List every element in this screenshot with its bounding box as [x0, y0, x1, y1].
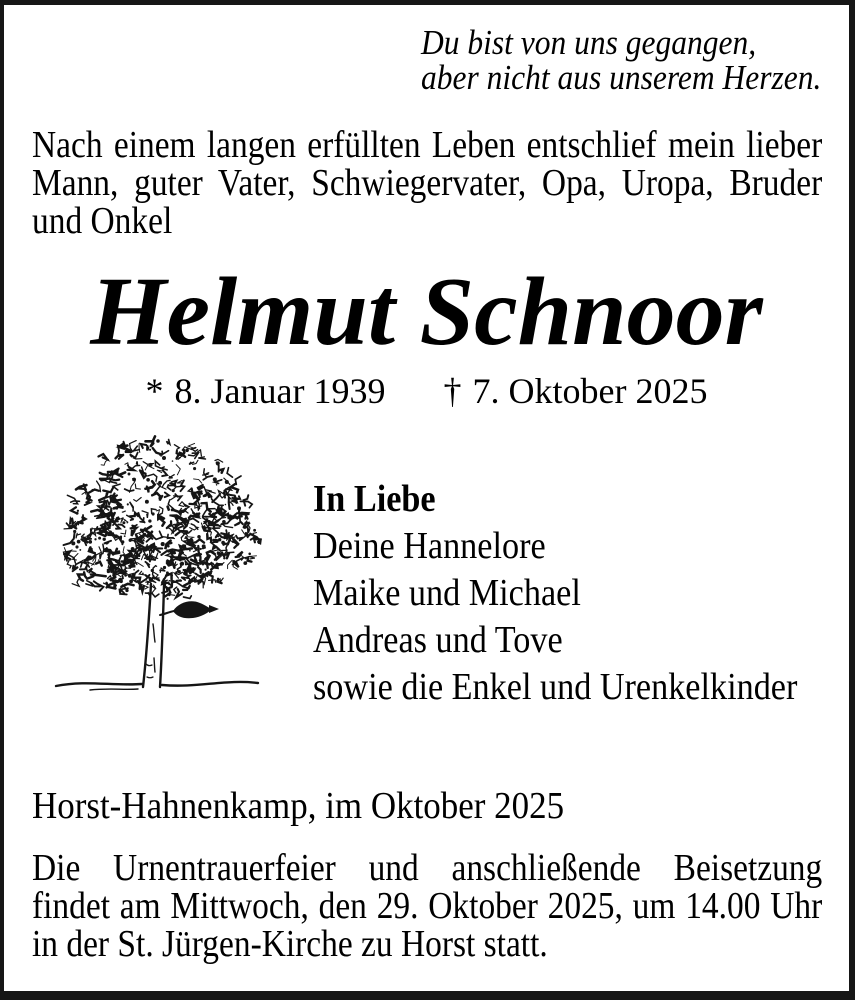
epigraph-line: aber nicht aus unserem Herzen. — [421, 58, 822, 97]
birth-star-symbol: * — [145, 371, 164, 411]
tree-crown — [63, 436, 261, 599]
death-date — [444, 371, 708, 411]
service-line: in der St. Jürgen-Kirche zu Horst statt. — [32, 923, 548, 965]
birth-date-text: 8. Januar 1939 — [174, 371, 386, 411]
falling-leaf — [160, 601, 219, 618]
intro-line: Mann, guter Vater, Schwiegervater, Opa, Uropa, Bruder — [32, 162, 823, 204]
epigraph-quote — [421, 25, 821, 95]
ground-line — [56, 682, 258, 690]
mourner-line: Andreas und Tove — [313, 619, 563, 661]
mourner-line: Deine Hannelore — [313, 525, 546, 567]
birth-date — [146, 371, 386, 411]
intro-line: und Onkel — [32, 200, 173, 242]
tree-trunk — [143, 584, 164, 687]
service-line: Die Urnentrauerfeier und anschließende Beisetzung — [32, 847, 823, 889]
farewell-heading: In Liebe — [313, 478, 436, 520]
service-line: findet am Mittwoch, den 29. Oktober 2025, um 14.00 Uhr — [32, 885, 823, 927]
mourners-block — [313, 476, 797, 711]
life-dates — [4, 371, 849, 411]
death-cross-symbol: † — [443, 371, 462, 411]
epigraph-line: Du bist von uns gegangen, — [421, 23, 757, 62]
tree-sketch-svg — [50, 428, 265, 700]
deceased-name: Helmut Schnoor — [90, 258, 763, 366]
death-date-text: 7. Oktober 2025 — [472, 371, 708, 411]
place-date-line: Horst-Hahnenkamp, im Oktober 2025 — [32, 785, 565, 827]
service-paragraph — [32, 849, 822, 963]
tree-illustration — [50, 428, 265, 700]
intro-line: Nach einem langen erfüllten Leben entschlief mein lieber — [32, 124, 823, 166]
intro-paragraph — [32, 126, 822, 240]
mourner-line: Maike und Michael — [313, 572, 581, 614]
mourner-line: sowie die Enkel und Urenkelkinder — [313, 666, 798, 708]
